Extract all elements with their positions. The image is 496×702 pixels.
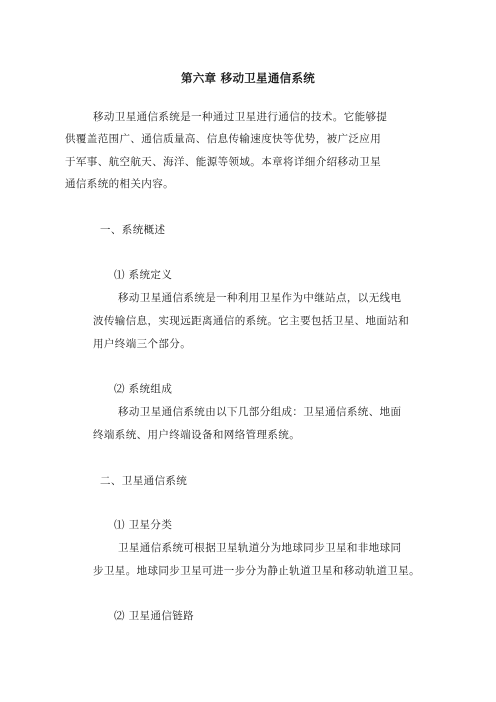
definition-line-1: 移动卫星通信系统是一种利用卫星作为中继站点，以无线电 — [118, 292, 402, 304]
subsection-heading-composition: ⑵ 系统组成 — [114, 383, 173, 395]
composition-line-1: 移动卫星通信系统由以下几部分组成：卫星通信系统、地面 — [118, 406, 402, 418]
chapter-title: 第六章 移动卫星通信系统 — [180, 71, 316, 85]
intro-line-1: 移动卫星通信系统是一种通过卫星进行通信的技术。它能够提 — [93, 111, 388, 123]
composition-line-2: 终端系统、用户终端设备和网络管理系统。 — [93, 429, 301, 441]
subsection-heading-classification: ⑴ 卫星分类 — [114, 519, 173, 531]
classification-line-1: 卫星通信系统可根据卫星轨道分为地球同步卫星和非地球同 — [118, 542, 402, 554]
classification-line-2: 步卫星。地球同步卫星可进一步分为静止轨道卫星和移动轨道卫星。 — [93, 565, 420, 577]
subsection-heading-link: ⑵ 卫星通信链路 — [114, 610, 195, 622]
definition-line-2: 波传输信息，实现远距离通信的系统。它主要包括卫星、地面站和 — [93, 315, 410, 327]
section-heading-satellite-system: 二、卫星通信系统 — [100, 475, 188, 487]
intro-line-4: 通信系统的相关内容。 — [65, 178, 174, 190]
subsection-heading-definition: ⑴ 系统定义 — [114, 269, 173, 281]
intro-line-2: 供覆盖范围广、通信质量高、信息传输速度快等优势，被广泛应用 — [65, 133, 382, 145]
intro-line-3: 于军事、航空航天、海洋、能源等领域。本章将详细介绍移动卫星 — [65, 156, 382, 168]
section-heading-overview: 一、系统概述 — [100, 224, 166, 236]
definition-line-3: 用户终端三个部分。 — [93, 338, 192, 350]
